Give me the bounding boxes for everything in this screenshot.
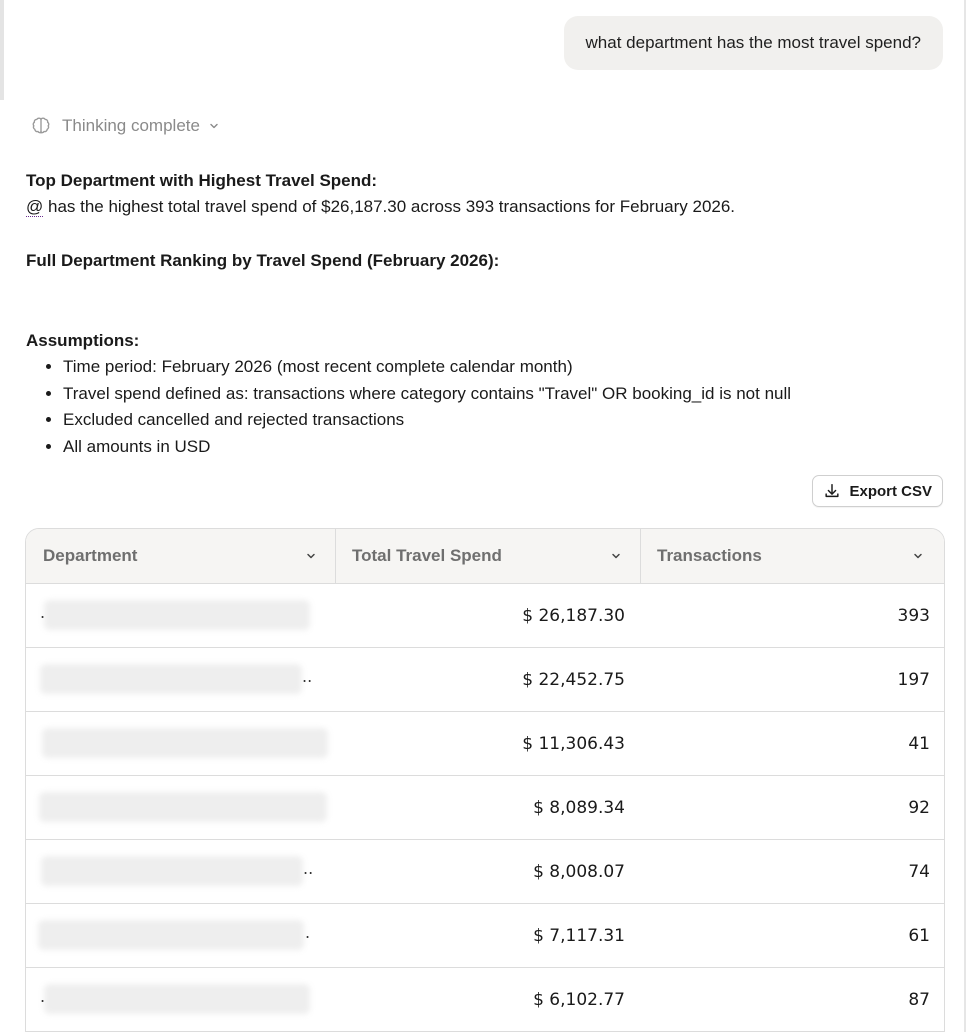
thinking-toggle[interactable] (30, 113, 220, 139)
transactions-cell: 41 (908, 733, 930, 754)
department-cell (26, 712, 336, 775)
department-truncation: .. (302, 667, 313, 686)
spend-cell: $ 8,008.07 (533, 861, 625, 882)
table-row (26, 584, 944, 648)
summary-line (26, 194, 936, 220)
department-mention[interactable]: @ (26, 197, 44, 216)
spend-cell: $ 26,187.30 (522, 605, 625, 626)
chevron-down-icon (208, 120, 220, 132)
column-label: Department (43, 546, 138, 565)
brain-icon (30, 115, 52, 137)
user-message-text: what department has the most travel spend? (585, 33, 921, 52)
department-cell (26, 840, 336, 903)
department-cell (26, 968, 336, 1031)
export-csv-label: Export CSV (849, 482, 932, 500)
assumption-item: • Excluded cancelled and rejected transactions (63, 407, 936, 434)
redacted-department-name (42, 728, 328, 758)
department-cell (26, 904, 336, 967)
transactions-cell: 92 (908, 797, 930, 818)
assistant-answer (26, 168, 936, 460)
table-row (26, 712, 944, 776)
department-truncation: . (305, 923, 311, 942)
column-label: Total Travel Spend (352, 546, 502, 565)
transactions-cell: 393 (897, 605, 930, 626)
chevron-down-icon (912, 550, 924, 562)
chevron-down-icon (305, 550, 317, 562)
redacted-department-name (39, 792, 327, 822)
assumption-item: • All amounts in USD (63, 434, 936, 461)
department-cell (26, 776, 336, 839)
transactions-cell: 87 (908, 989, 930, 1010)
department-truncation: .. (303, 859, 314, 878)
download-icon (823, 482, 841, 500)
ranking-heading: Full Department Ranking by Travel Spend (February 2026): (26, 251, 500, 270)
table-row (26, 968, 944, 1032)
assumption-item: • Time period: February 2026 (most recent complete calendar month) (63, 354, 936, 381)
redacted-department-name (40, 664, 302, 694)
column-header-department[interactable] (26, 529, 336, 583)
left-panel-edge (0, 0, 4, 100)
chevron-down-icon (610, 550, 622, 562)
assumptions-list (26, 354, 936, 460)
department-truncation: . (40, 987, 46, 1006)
spend-cell: $ 6,102.77 (533, 989, 625, 1010)
transactions-cell: 61 (908, 925, 930, 946)
department-cell (26, 648, 336, 711)
column-label: Transactions (657, 546, 762, 565)
department-truncation: . (40, 603, 46, 622)
table-row (26, 840, 944, 904)
results-table (25, 528, 945, 1032)
spend-cell: $ 8,089.34 (533, 797, 625, 818)
top-department-heading: Top Department with Highest Travel Spend: (26, 171, 378, 190)
spend-cell: $ 7,117.31 (533, 925, 625, 946)
redacted-department-name (44, 984, 310, 1014)
column-header-total-travel-spend[interactable] (336, 529, 641, 583)
thinking-label: Thinking complete (62, 116, 200, 135)
export-csv-button[interactable] (812, 475, 943, 507)
assumptions-heading: Assumptions: (26, 331, 140, 350)
transactions-cell: 74 (908, 861, 930, 882)
redacted-department-name (44, 600, 310, 630)
table-header (26, 529, 944, 584)
redacted-department-name (41, 856, 303, 886)
transactions-cell: 197 (897, 669, 930, 690)
department-cell (26, 584, 336, 647)
user-message-bubble (564, 16, 943, 70)
summary-text: has the highest total travel spend of $26,187.30 across 393 transactions for February 2026. (43, 197, 736, 216)
redacted-department-name (38, 920, 304, 950)
table-row (26, 904, 944, 968)
table-row (26, 776, 944, 840)
column-header-transactions[interactable] (641, 529, 942, 583)
spend-cell: $ 11,306.43 (522, 733, 625, 754)
spend-cell: $ 22,452.75 (522, 669, 625, 690)
table-row (26, 648, 944, 712)
assumption-item: • Travel spend defined as: transactions where category contains "Travel" OR booking_id is not null (63, 381, 936, 408)
